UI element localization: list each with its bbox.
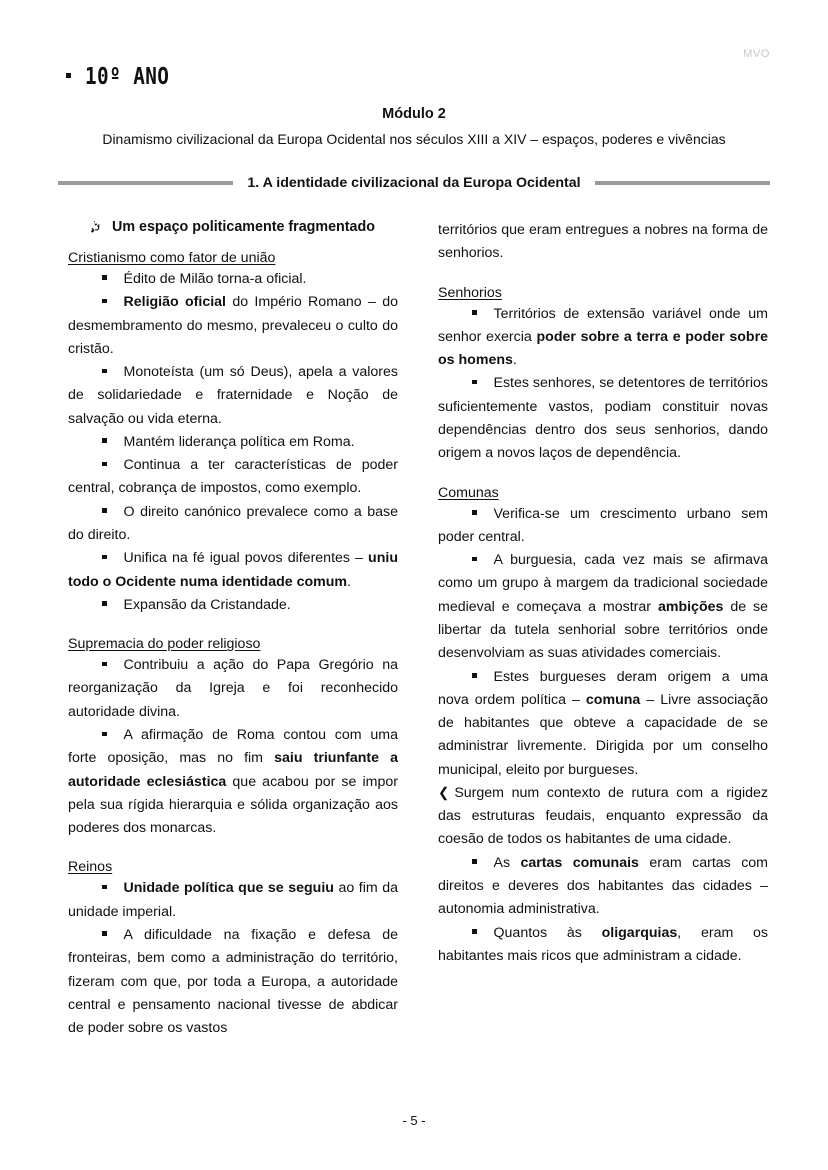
running-head [66, 64, 185, 90]
module-header [58, 106, 770, 147]
bullet-paragraph [68, 454, 398, 501]
body-text: territórios que eram entregues a nobres na forma de senhorios. [438, 222, 768, 262]
bullet-paragraph [68, 877, 398, 924]
section-heading-text: 1. A identidade civilizacional da Europa Ocidental [247, 175, 581, 191]
block-spacer [438, 266, 768, 285]
body-text: . [347, 573, 351, 590]
emphasis-text: comuna [585, 691, 641, 708]
pointing-hand-icon [90, 220, 104, 237]
square-bullet-icon [102, 299, 107, 304]
body-text: que acabou por se impor pela sua rígida hierarquia e sólida organização aos poderes dos monarcas. [68, 773, 398, 837]
body-text: ao fim da unidade imperial. [68, 880, 398, 920]
bullet-paragraph [68, 724, 398, 840]
body-text: do Império Romano – do desmembramento do mesmo, prevaleceu o culto do cristão. [68, 294, 398, 357]
body-text: eram cartas com direitos e deveres dos habitantes das cidades – autonomia administrativa. [438, 854, 768, 918]
square-bullet-icon [102, 275, 107, 280]
square-bullet-icon [102, 462, 107, 467]
bullet-paragraph [68, 431, 398, 454]
bullet-paragraph [68, 361, 398, 431]
bullet-paragraph [438, 503, 768, 550]
left-column [68, 219, 398, 1092]
emphasis-text: Unidade política que se seguiu [123, 880, 334, 897]
body-text: A afirmação de Roma contou com uma forte oposição, mas no fim [68, 727, 398, 767]
block-spacer [68, 840, 398, 859]
bullet-paragraph [68, 501, 398, 548]
body-text: Édito de Milão torna-a oficial. [123, 270, 307, 287]
rule-right [595, 181, 770, 185]
square-bullet-icon [472, 929, 477, 934]
square-bullet-icon [102, 555, 107, 560]
body-text: de se libertar da tutela senhorial sobre territórios onde desenvolviam as suas atividades comerciais. [438, 598, 769, 662]
page-footer: - 5 - [402, 1113, 426, 1128]
square-bullet-icon [472, 510, 477, 515]
square-bullet-icon [102, 732, 107, 737]
bullet-paragraph [68, 594, 398, 617]
emphasis-text: cartas comunais [520, 854, 639, 871]
watermark-label: MVO [743, 48, 770, 60]
body-text: A burguesia, cada vez mais se afirmava como um grupo à margem da tradicional sociedade medieval e começava a mostrar [438, 552, 768, 615]
chevron-left-icon: ❮ [438, 784, 450, 800]
topic-heading [90, 219, 398, 236]
bullet-paragraph [68, 924, 398, 1040]
body-text: – Livre associação de habitantes que obteve a capacidade de se administrar livremente. Dirigida por um conselho municipal, eleito por burgueses. [438, 691, 768, 778]
body-text: , eram os habitantes mais ricos que administram a cidade. [438, 924, 768, 964]
square-bullet-icon [472, 380, 477, 385]
body-text: A dificuldade na fixação e defesa de fronteiras, bem como a administração do território, fizeram com que, por toda a Europa, a autoridade central e pensamento nacional tivesse de abdicar de poder sobre os vastos [68, 926, 398, 1037]
square-bullet-icon [472, 310, 477, 315]
bullet-paragraph [438, 666, 768, 782]
body-text: Quantos às [493, 924, 602, 941]
emphasis-text: oligarquias [601, 924, 678, 941]
body-text: Surgem num contexto de rutura com a rigidez das estruturas feudais, enquanto expressão da coesão de todos os habitantes de uma cidade. [438, 784, 768, 848]
bullet-paragraph [438, 852, 768, 922]
body-text: Estes senhores, se detentores de territórios suficientemente vastos, podiam constituir novas dependências dentro dos seus senhorios, dando origem a novos laços de dependência. [438, 375, 768, 462]
body-text: Territórios de extensão variável onde um senhor exercia [438, 305, 768, 345]
square-bullet-icon [102, 438, 107, 443]
square-bullet-icon [102, 508, 107, 513]
emphasis-text: uniu todo o Ocidente numa identidade comum [68, 550, 398, 590]
bullet-paragraph [68, 654, 398, 724]
square-bullet-icon [472, 557, 477, 562]
topic-heading-label: Um espaço politicamente fragmentado [112, 219, 375, 235]
bullet-paragraph [438, 303, 768, 373]
sub-heading: Cristianismo como fator de união [68, 249, 276, 266]
section-heading [58, 175, 770, 191]
square-bullet-icon [102, 601, 107, 606]
body-text: Continua a ter características de poder central, cobrança de impostos, como exemplo. [68, 457, 398, 497]
body-text: Mantém liderança política em Roma. [123, 433, 355, 450]
body-text: O direito canónico prevalece como a base do direito. [68, 503, 398, 544]
right-column [438, 219, 768, 1092]
sub-heading: Comunas [438, 484, 499, 501]
block-spacer [438, 466, 768, 485]
square-bullet-icon [66, 73, 71, 78]
rule-left [58, 181, 233, 185]
emphasis-text: Religião oficial [123, 294, 227, 311]
body-text: As [493, 854, 521, 871]
square-bullet-icon [472, 673, 477, 678]
square-bullet-icon [102, 931, 107, 936]
paragraph [438, 782, 768, 852]
square-bullet-icon [472, 859, 477, 864]
body-columns [68, 219, 768, 1092]
sub-heading: Supremacia do poder religioso [68, 636, 261, 653]
bullet-paragraph [68, 547, 398, 594]
body-text: Monoteísta (um só Deus), apela a valores de solidariedade e fraternidade e Noção de salvação ou vida eterna. [68, 364, 398, 427]
sub-heading: Reinos [68, 859, 113, 876]
square-bullet-icon [102, 885, 107, 890]
bullet-paragraph [438, 549, 768, 665]
bullet-paragraph [438, 372, 768, 465]
bullet-paragraph [68, 268, 398, 291]
body-text: Contribuiu a ação do Papa Gregório na reorganização da Igreja e foi reconhecido autoridade divina. [68, 657, 398, 720]
bullet-paragraph [68, 291, 398, 361]
module-subtitle: Dinamismo civilizacional da Europa Ocidental nos séculos XIII a XIV – espaços, poderes e vivências [102, 131, 726, 147]
body-text: Estes burgueses deram origem a uma nova ordem política – [438, 668, 768, 708]
running-head-label: 10º ANO [85, 64, 170, 90]
emphasis-text: saiu triunfante a autoridade eclesiástica [68, 750, 398, 790]
square-bullet-icon [102, 369, 107, 374]
body-text: . [512, 352, 517, 369]
body-text: Expansão da Cristandade. [123, 596, 291, 613]
emphasis-text: poder sobre a terra e poder sobre os homens [438, 328, 768, 369]
paragraph [438, 219, 768, 266]
bullet-paragraph [438, 922, 768, 969]
square-bullet-icon [102, 662, 107, 667]
body-text: Unifica na fé igual povos diferentes – [123, 550, 369, 567]
block-spacer [68, 617, 398, 636]
body-text: Verifica-se um crescimento urbano sem poder central. [438, 505, 768, 545]
module-title: Módulo 2 [382, 106, 446, 122]
sub-heading: Senhorios [438, 284, 502, 301]
emphasis-text: ambições [657, 598, 724, 615]
